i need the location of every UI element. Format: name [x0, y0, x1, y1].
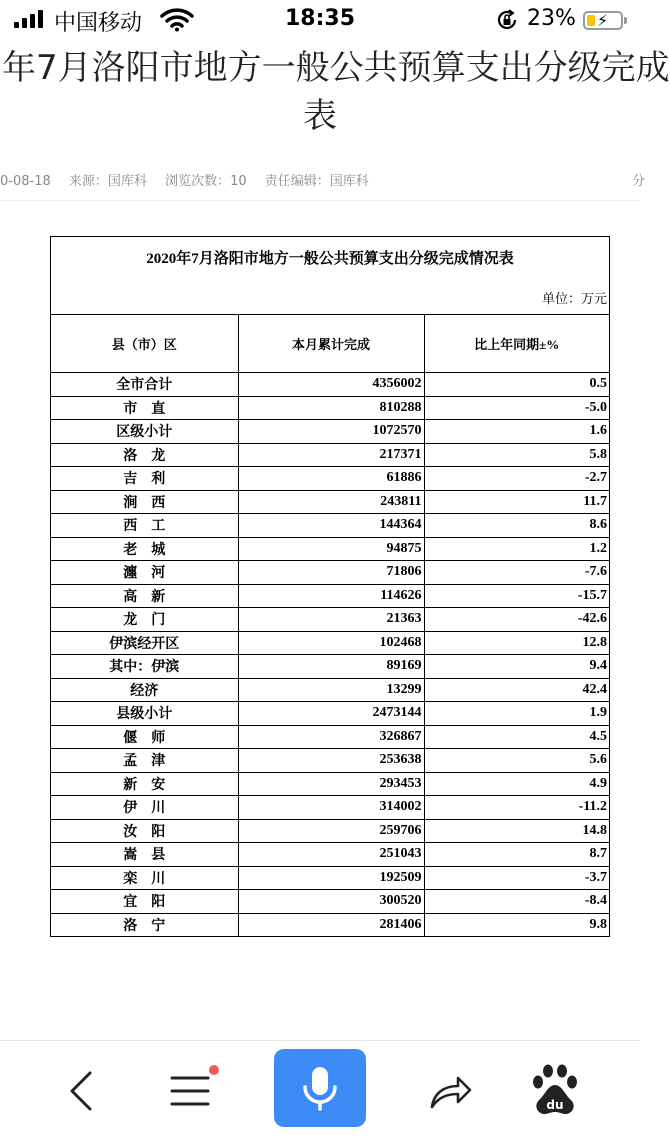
- cell-cumulative: 1072570: [238, 420, 424, 444]
- cell-cumulative: 114626: [238, 584, 424, 608]
- cell-cumulative: 21363: [238, 608, 424, 632]
- cell-district: 市 直: [51, 396, 238, 420]
- table-row: [51, 678, 609, 702]
- cell-yoy: 12.8: [424, 631, 609, 655]
- cell-yoy: -8.4: [424, 890, 609, 914]
- cell-yoy: 42.4: [424, 678, 609, 702]
- cell-yoy: 0.5: [424, 373, 609, 397]
- cell-yoy: 4.9: [424, 772, 609, 796]
- budget-table: [51, 314, 609, 936]
- cell-yoy: -11.2: [424, 796, 609, 820]
- table-row: [51, 631, 609, 655]
- cell-district: 县级小计: [51, 702, 238, 726]
- cell-cumulative: 2473144: [238, 702, 424, 726]
- cell-yoy: -7.6: [424, 561, 609, 585]
- cell-district: 新 安: [51, 772, 238, 796]
- cell-district: 西 工: [51, 514, 238, 538]
- header-district: 县（市）区: [51, 315, 238, 373]
- table-row: [51, 537, 609, 561]
- battery-charging-icon: ⚡: [583, 11, 623, 30]
- cell-yoy: -5.0: [424, 396, 609, 420]
- source-label: 来源：国库科: [68, 174, 147, 189]
- back-icon[interactable]: [62, 1069, 102, 1113]
- cell-district: 老 城: [51, 537, 238, 561]
- cell-yoy: 4.5: [424, 725, 609, 749]
- article-title: [0, 44, 670, 140]
- header-cumulative: 本月累计完成: [238, 315, 424, 373]
- clock: 18:35: [284, 6, 356, 31]
- svg-text:du: du: [546, 1098, 564, 1112]
- table-row: [51, 866, 609, 890]
- table-row: [51, 396, 609, 420]
- cell-district: 孟 津: [51, 749, 238, 773]
- cell-yoy: 1.2: [424, 537, 609, 561]
- battery-nub: [624, 17, 627, 24]
- table-row: [51, 490, 609, 514]
- share-icon[interactable]: [426, 1069, 474, 1113]
- cell-district: 涧 西: [51, 490, 238, 514]
- cell-yoy: 1.9: [424, 702, 609, 726]
- cell-cumulative: 61886: [238, 467, 424, 491]
- table-caption: 2020年7月洛阳市地方一般公共预算支出分级完成情况表: [146, 251, 514, 267]
- table-row: [51, 655, 609, 679]
- table-row: [51, 584, 609, 608]
- table-row: [51, 467, 609, 491]
- cell-district: 汝 阳: [51, 819, 238, 843]
- table-row: [51, 608, 609, 632]
- divider: [0, 200, 640, 201]
- cell-cumulative: 810288: [238, 396, 424, 420]
- carrier-name: 中国移动: [54, 11, 143, 36]
- table-row: [51, 420, 609, 444]
- editor-label: 责任编辑：国库科: [264, 174, 369, 189]
- table-row: [51, 796, 609, 820]
- cell-cumulative: 293453: [238, 772, 424, 796]
- table-row: [51, 843, 609, 867]
- budget-table-image: [50, 236, 610, 937]
- table-row: [51, 373, 609, 397]
- baidu-logo-icon[interactable]: [530, 1063, 580, 1117]
- cell-district: 洛 宁: [51, 913, 238, 936]
- cell-district: 栾 川: [51, 866, 238, 890]
- table-row: [51, 514, 609, 538]
- table-unit: 单位：万元: [541, 291, 607, 306]
- cell-cumulative: 94875: [238, 537, 424, 561]
- menu-icon: [168, 1069, 216, 1113]
- table-row: [51, 819, 609, 843]
- notification-dot: [209, 1065, 219, 1075]
- cell-district: 偃 师: [51, 725, 238, 749]
- table-row: [51, 890, 609, 914]
- bottom-toolbar: [0, 1040, 640, 1137]
- cell-cumulative: 243811: [238, 490, 424, 514]
- cell-yoy: -15.7: [424, 584, 609, 608]
- cell-cumulative: 89169: [238, 655, 424, 679]
- cell-yoy: 8.6: [424, 514, 609, 538]
- cell-cumulative: 251043: [238, 843, 424, 867]
- cell-yoy: 11.7: [424, 490, 609, 514]
- cell-district: 瀍 河: [51, 561, 238, 585]
- cell-cumulative: 281406: [238, 913, 424, 936]
- cell-district: 经济: [51, 678, 238, 702]
- cell-yoy: 14.8: [424, 819, 609, 843]
- table-row: [51, 702, 609, 726]
- cell-cumulative: 253638: [238, 749, 424, 773]
- cell-yoy: 8.7: [424, 843, 609, 867]
- cell-district: 伊 川: [51, 796, 238, 820]
- cell-district: 全市合计: [51, 373, 238, 397]
- microphone-icon: [274, 1049, 366, 1127]
- table-row: [51, 561, 609, 585]
- cell-district: 龙 门: [51, 608, 238, 632]
- view-count: 浏览次数：10: [165, 174, 247, 189]
- cell-yoy: 1.6: [424, 420, 609, 444]
- cell-district: 吉 利: [51, 467, 238, 491]
- cell-cumulative: 259706: [238, 819, 424, 843]
- cell-cumulative: 300520: [238, 890, 424, 914]
- header-yoy: 比上年同期±%: [424, 315, 609, 373]
- cell-cumulative: 102468: [238, 631, 424, 655]
- cell-district: 洛 龙: [51, 443, 238, 467]
- cell-cumulative: 71806: [238, 561, 424, 585]
- cell-yoy: 5.6: [424, 749, 609, 773]
- table-row: [51, 443, 609, 467]
- article-title-line1: 年7月洛阳市地方一般公共预算支出分级完成: [2, 48, 670, 88]
- cell-district: 区级小计: [51, 420, 238, 444]
- article-meta: [0, 170, 646, 189]
- cell-district: 宜 阳: [51, 890, 238, 914]
- cell-yoy: 9.4: [424, 655, 609, 679]
- cell-cumulative: 144364: [238, 514, 424, 538]
- cell-cumulative: 314002: [238, 796, 424, 820]
- cell-yoy: 5.8: [424, 443, 609, 467]
- table-row: [51, 725, 609, 749]
- cell-cumulative: 4356002: [238, 373, 424, 397]
- cell-yoy: -2.7: [424, 467, 609, 491]
- cell-cumulative: 217371: [238, 443, 424, 467]
- cell-yoy: -3.7: [424, 866, 609, 890]
- cell-cumulative: 13299: [238, 678, 424, 702]
- menu-button[interactable]: [168, 1069, 216, 1113]
- cell-district: 其中：伊滨: [51, 655, 238, 679]
- orientation-lock-icon: [496, 9, 518, 31]
- cell-cumulative: 326867: [238, 725, 424, 749]
- table-row: [51, 749, 609, 773]
- cell-district: 嵩 县: [51, 843, 238, 867]
- status-bar: [0, 0, 640, 40]
- cell-district: 伊滨经开区: [51, 631, 238, 655]
- cell-cumulative: 192509: [238, 866, 424, 890]
- article-title-line2: 表: [303, 96, 337, 136]
- table-header-row: [51, 315, 609, 373]
- voice-search-button[interactable]: [274, 1049, 366, 1127]
- cell-yoy: -42.6: [424, 608, 609, 632]
- table-row: [51, 913, 609, 936]
- publish-date: 0-08-18: [0, 174, 51, 189]
- battery-percent: 23%: [527, 6, 576, 31]
- share-text-truncated: 分: [632, 174, 646, 189]
- table-row: [51, 772, 609, 796]
- cell-district: 高 新: [51, 584, 238, 608]
- cell-yoy: 9.8: [424, 913, 609, 936]
